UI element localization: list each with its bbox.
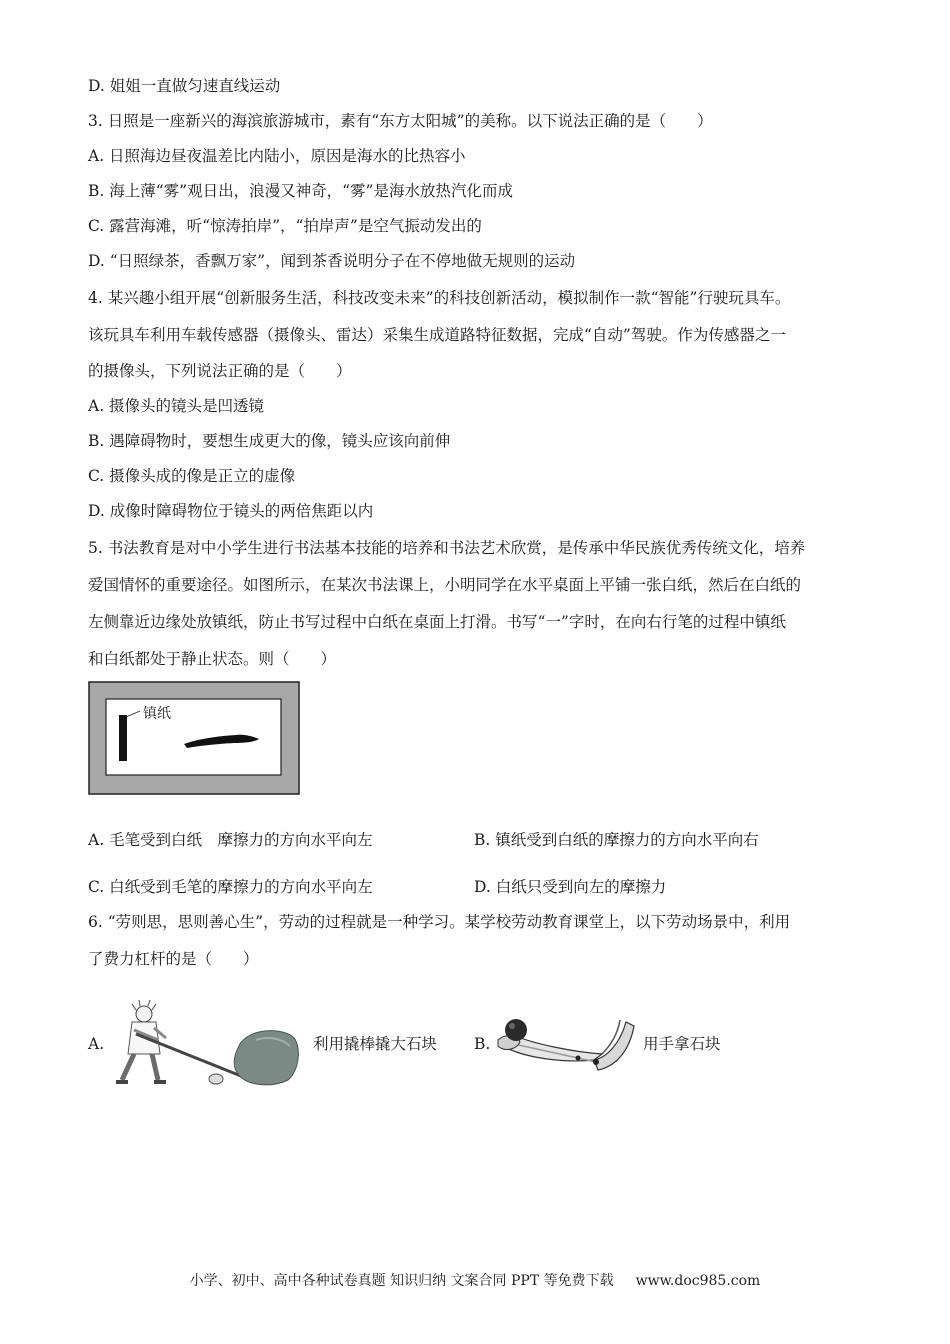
q5-option-b: B. 镇纸受到白纸的摩擦力的方向水平向右 — [474, 831, 759, 849]
paperweight — [119, 715, 127, 761]
q5-stem-line2: 爱国情怀的重要途径。如图所示，在某次书法课上，小明同学在水平桌面上平铺一张白纸，然后在白纸的 — [88, 576, 802, 594]
q6-stem-line2: 了费力杠杆的是（ ） — [88, 950, 259, 968]
footer-text: 小学、初中、高中各种试卷真题 知识归纳 文案合同 PPT 等免费下载 — [189, 1273, 614, 1289]
q3-option-c: C. 露营海滩，听“惊涛拍岸”，“拍岸声”是空气振动发出的 — [88, 217, 482, 235]
q6-stem-line1: 6. “劳则思，思则善心生”，劳动的过程就是一种学习。某学校劳动教育课堂上，以下劳动场景中，利用 — [88, 913, 791, 931]
q2-option-d: D. 姐姐一直做匀速直线运动 — [88, 77, 281, 95]
q5-stem-line3: 左侧靠近边缘处放镇纸，防止书写过程中白纸在桌面上打滑。书写“一”字时，在向右行笔的过程中镇纸 — [88, 613, 786, 631]
calligraphy-figure — [88, 681, 300, 795]
q4-option-d: D. 成像时障碍物位于镜头的两倍焦距以内 — [88, 502, 374, 520]
q3-option-a: A. 日照海边昼夜温差比内陆小，原因是海水的比热容小 — [88, 147, 466, 165]
q6-option-b-letter: B. — [474, 1035, 491, 1053]
q5-option-a: A. 毛笔受到白纸 摩擦力的方向水平向左 — [88, 831, 373, 849]
q4-option-c: C. 摄像头成的像是正立的虚像 — [88, 467, 296, 485]
q3-option-d: D. “日照绿茶，香飘万家”，闻到茶香说明分子在不停地做无规则的运动 — [88, 252, 576, 270]
q4-option-a: A. 摄像头的镜头是凹透镜 — [88, 397, 265, 415]
crowbar-lever-illustration — [106, 1000, 306, 1088]
paperweight-label: 镇纸 — [143, 706, 171, 722]
q5-stem-line1: 5. 书法教育是对中小学生进行书法基本技能的培养和书法艺术欣赏，是传承中华民族优秀传统文化，培养 — [88, 539, 806, 557]
q3-stem: 3. 日照是一座新兴的海滨旅游城市，素有“东方太阳城”的美称。以下说法正确的是（ ） — [88, 112, 713, 130]
q5-option-d: D. 白纸只受到向左的摩擦力 — [474, 878, 667, 896]
q3-option-b: B. 海上薄“雾”观日出，浪漫又神奇，“雾”是海水放热汽化而成 — [88, 182, 513, 200]
footer-url[interactable]: www.doc985.com — [635, 1273, 761, 1289]
q6-option-a-letter: A. — [88, 1035, 105, 1053]
q6-option-b-caption: 用手拿石块 — [643, 1035, 721, 1053]
q4-stem-line3: 的摄像头，下列说法正确的是（ ） — [88, 362, 352, 380]
white-paper — [106, 699, 281, 775]
hand-holding-stone-illustration — [494, 1014, 636, 1078]
q6-option-a-caption: 利用撬棒撬大石块 — [313, 1035, 438, 1053]
page-footer — [0, 1270, 950, 1290]
q5-stem-line4: 和白纸都处于静止状态。则（ ） — [88, 650, 337, 668]
q5-option-c: C. 白纸受到毛笔的摩擦力的方向水平向左 — [88, 878, 373, 896]
q4-stem-line2: 该玩具车利用车载传感器（摄像头、雷达）采集生成道路特征数据，完成“自动”驾驶。作为传感器之一 — [88, 326, 786, 344]
q4-stem-line1: 4. 某兴趣小组开展“创新服务生活，科技改变未来”的科技创新活动，模拟制作一款“智能”行驶玩具车。 — [88, 289, 791, 307]
q4-option-b: B. 遇障碍物时，要想生成更大的像，镜头应该向前伸 — [88, 432, 451, 450]
